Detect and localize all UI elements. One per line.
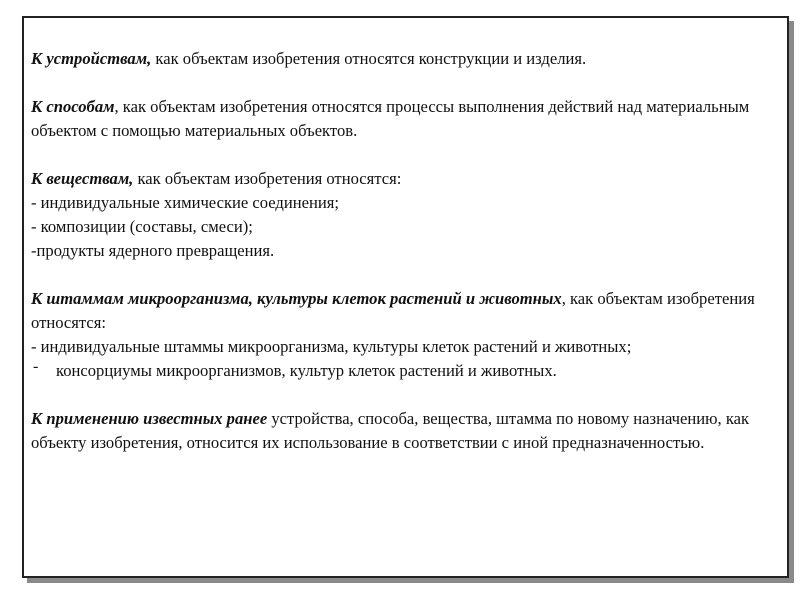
slide-content (31, 47, 781, 455)
application-term: К применению известных ранее (31, 409, 268, 428)
strains-item: - индивидуальные штаммы микроорганизма, культуры клеток растений и животных; (31, 337, 632, 356)
methods-term: К способам (31, 97, 115, 116)
spacer (31, 71, 781, 95)
substances-item: - индивидуальные химические соединения; (31, 193, 339, 212)
methods-paragraph (31, 95, 781, 143)
strains-paragraph (31, 287, 781, 335)
substances-item: -продукты ядерного превращения. (31, 241, 275, 260)
application-paragraph (31, 407, 781, 455)
substances-term: К веществам, (31, 169, 134, 188)
strains-bullet-item (31, 359, 781, 383)
strains-text: , как объектам изобретения относятся: (31, 289, 755, 332)
substances-text: как объектам изобретения относятся: (133, 169, 402, 188)
substances-paragraph (31, 167, 781, 191)
devices-term: К устройствам, (31, 49, 152, 68)
substances-item: - композиции (составы, смеси); (31, 217, 253, 236)
spacer (31, 143, 781, 167)
bullet-dash-icon: - (33, 358, 39, 375)
strains-bullet-text: консорциумы микроорганизмов, культур клеток растений и животных. (56, 361, 557, 380)
spacer (31, 263, 781, 287)
methods-text: , как объектам изобретения относятся процессы выполнения действий над материальным объектом с помощью материальных объектов. (31, 97, 750, 140)
devices-text: как объектам изобретения относятся конструкции и изделия. (151, 49, 587, 68)
strains-term: К штаммам микроорганизма, культуры клеток растений и животных (31, 289, 562, 308)
slide-frame (22, 16, 789, 578)
devices-paragraph (31, 47, 781, 71)
spacer (31, 383, 781, 407)
application-text: устройства, способа, вещества, штамма по новому назначению, как объекту изобретения, относится их использование в соответствии с иной предназначенностью. (31, 409, 750, 452)
